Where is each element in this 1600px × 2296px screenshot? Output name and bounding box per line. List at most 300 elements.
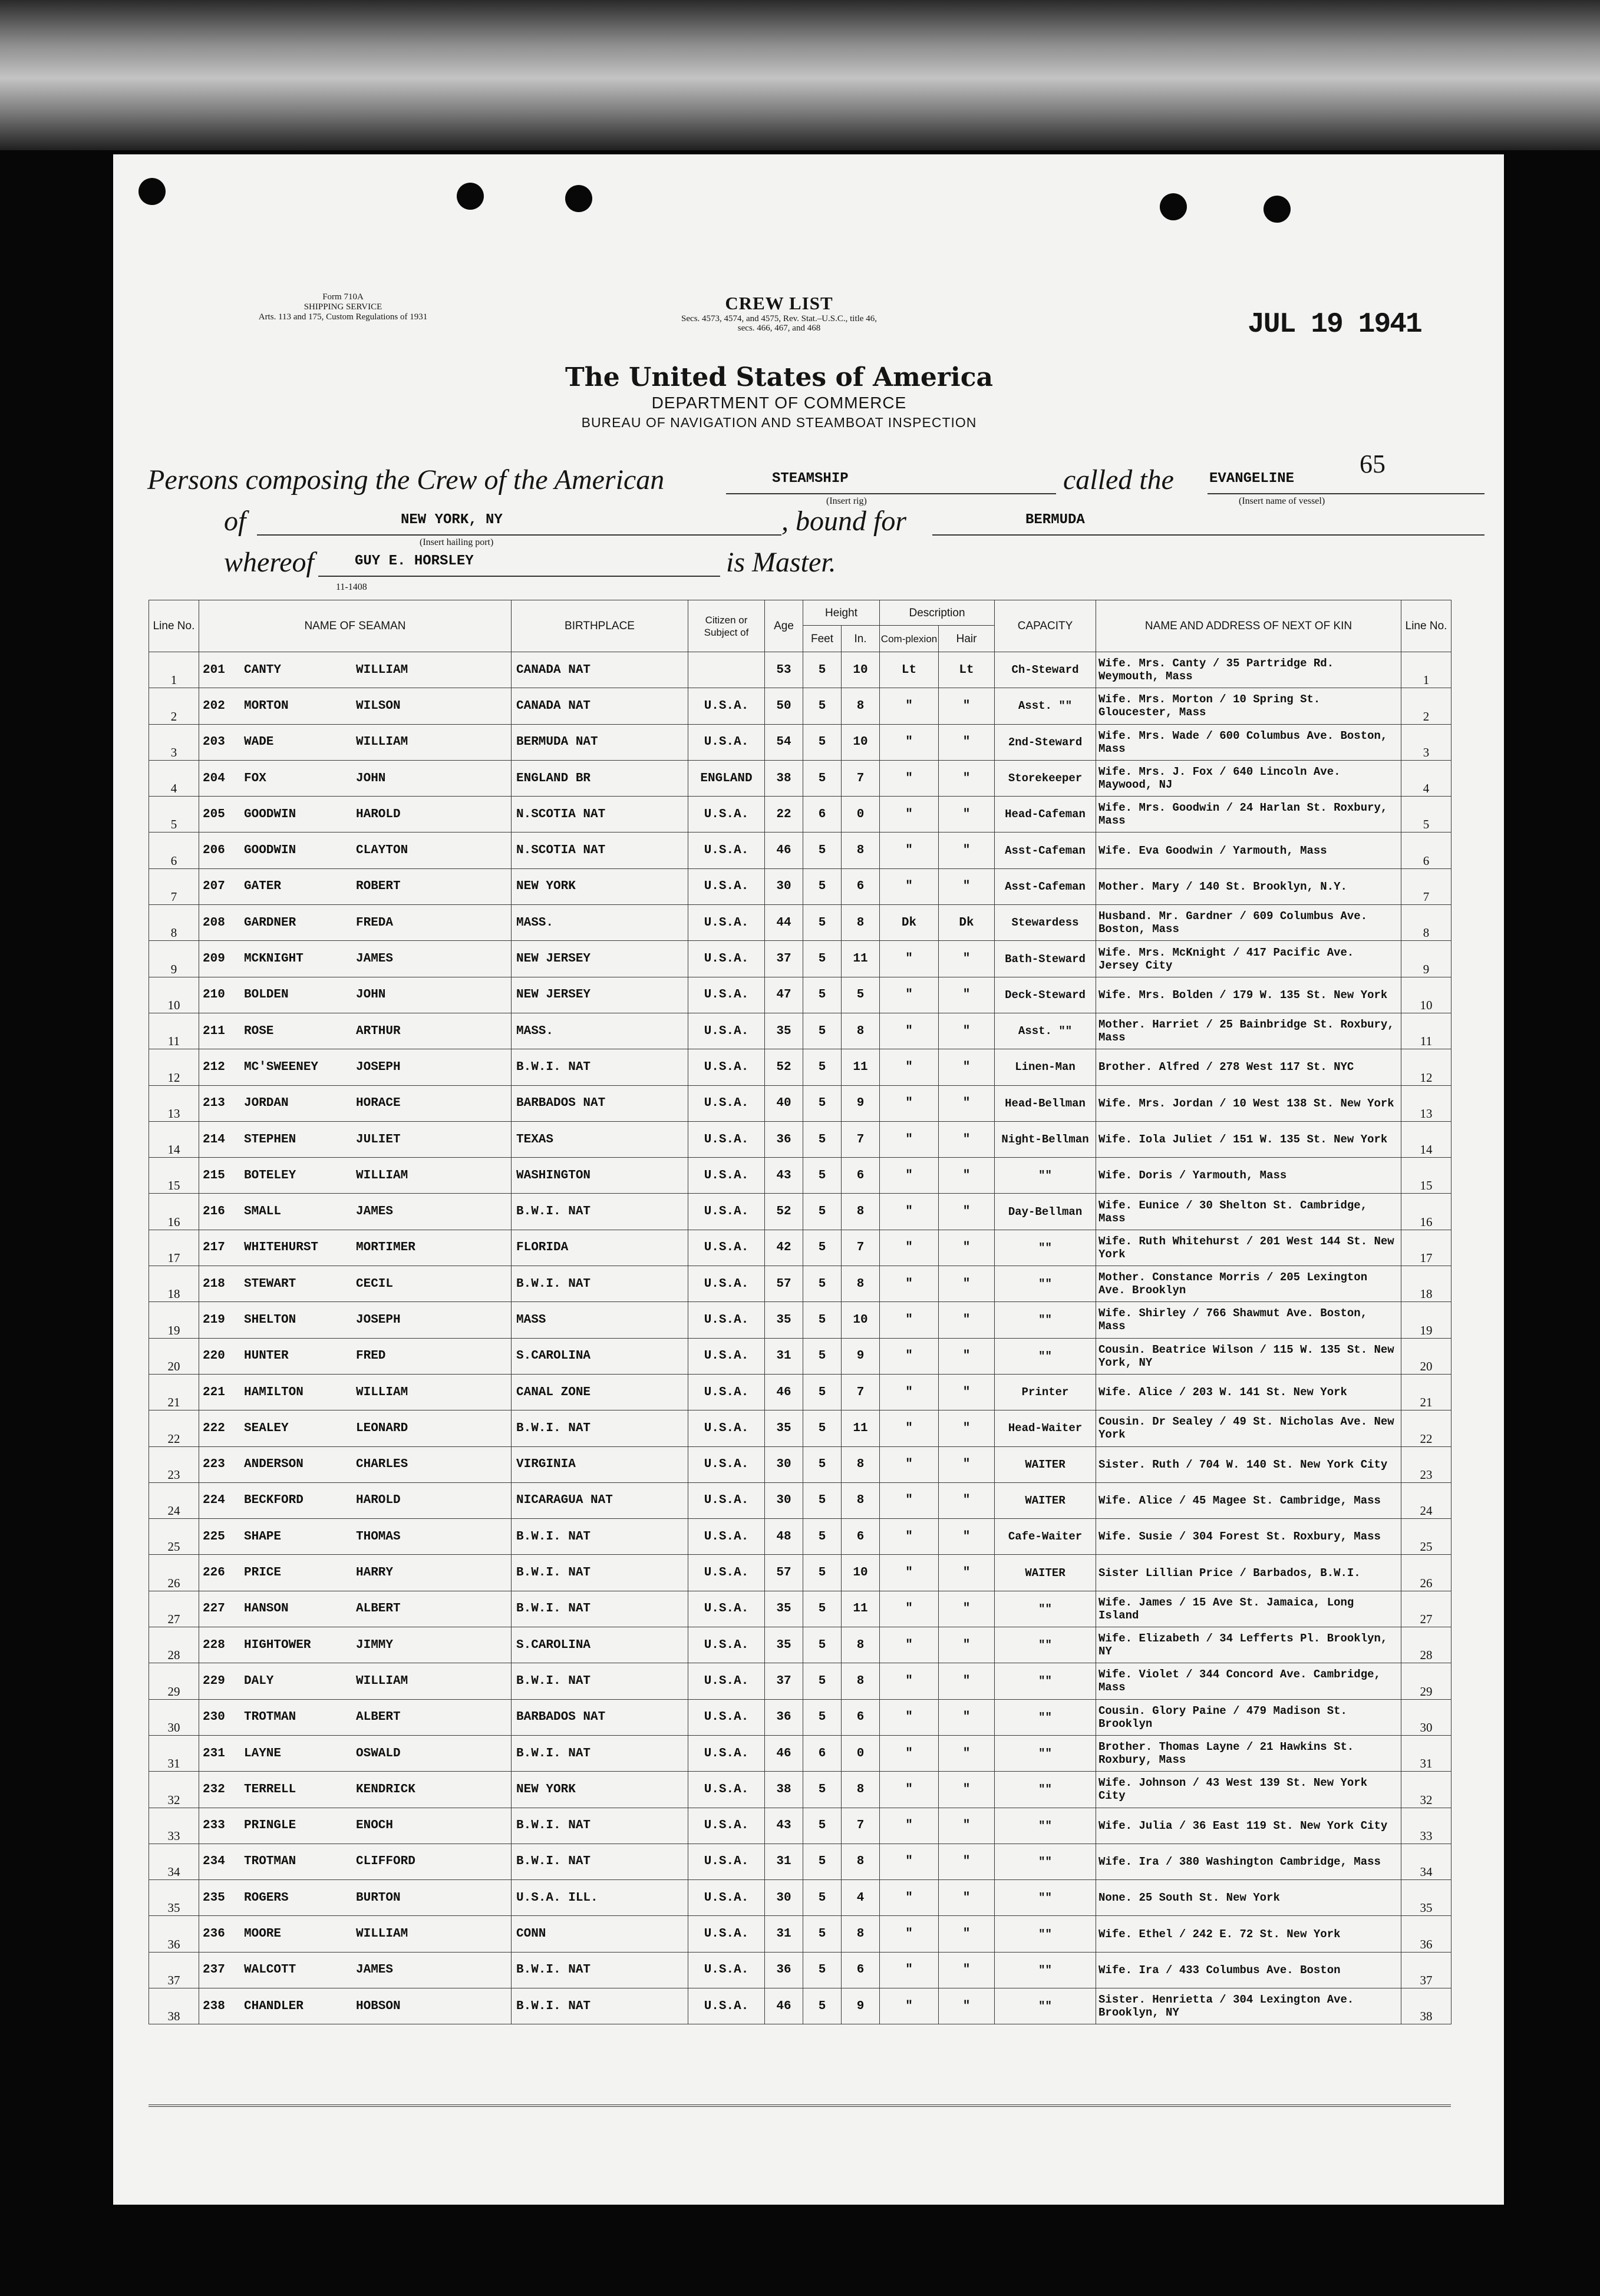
seaman-surname: CHANDLER bbox=[244, 1999, 303, 2013]
age: 31 bbox=[765, 1338, 803, 1374]
complexion: " bbox=[880, 941, 939, 977]
birthplace: B.W.I. NAT bbox=[512, 1049, 688, 1085]
hair: Dk bbox=[939, 905, 995, 941]
capacity: WAITER bbox=[995, 1555, 1096, 1591]
hair: " bbox=[939, 1735, 995, 1771]
capacity: "" bbox=[995, 1699, 1096, 1735]
height-inches: 9 bbox=[842, 1988, 880, 2024]
line-number-right: 35 bbox=[1401, 1880, 1451, 1916]
complexion: " bbox=[880, 1266, 939, 1302]
height-inches: 8 bbox=[842, 1482, 880, 1518]
rig-hint: (Insert rig) bbox=[826, 496, 867, 506]
seaman-surname: JORDAN bbox=[244, 1096, 289, 1111]
line-number: 15 bbox=[149, 1158, 199, 1194]
next-of-kin: Sister. Henrietta / 304 Lexington Ave. Brooklyn, NY bbox=[1096, 1988, 1401, 2024]
line-number: 10 bbox=[149, 977, 199, 1013]
seaman-name bbox=[199, 1988, 512, 2024]
line-number-right: 12 bbox=[1401, 1049, 1451, 1085]
vessel-rig: STEAMSHIP bbox=[772, 471, 849, 487]
next-of-kin: Wife. Mrs. Canty / 35 Partridge Rd. Weymouth, Mass bbox=[1096, 652, 1401, 688]
seaman-surname: CANTY bbox=[244, 663, 282, 677]
citizenship: U.S.A. bbox=[688, 832, 765, 868]
line-number: 36 bbox=[149, 1916, 199, 1952]
capacity: "" bbox=[995, 1808, 1096, 1844]
seaman-name bbox=[199, 905, 512, 941]
line-number-right: 17 bbox=[1401, 1230, 1451, 1266]
crew-number: 221 bbox=[203, 1385, 225, 1399]
seaman-given-name: ENOCH bbox=[356, 1819, 394, 1833]
crew-number: 201 bbox=[203, 663, 225, 677]
table-row bbox=[149, 977, 1451, 1013]
age: 44 bbox=[765, 905, 803, 941]
crew-number: 229 bbox=[203, 1674, 225, 1688]
next-of-kin: Wife. Susie / 304 Forest St. Roxbury, Mass bbox=[1096, 1519, 1401, 1555]
next-of-kin: Wife. James / 15 Ave St. Jamaica, Long Island bbox=[1096, 1591, 1401, 1627]
line-number: 22 bbox=[149, 1410, 199, 1446]
age: 54 bbox=[765, 724, 803, 760]
capacity: Day-Bellman bbox=[995, 1194, 1096, 1230]
citizenship: U.S.A. bbox=[688, 1049, 765, 1085]
col-birthplace: BIRTHPLACE bbox=[512, 600, 688, 652]
table-row bbox=[149, 1266, 1451, 1302]
height-feet: 5 bbox=[803, 1772, 842, 1808]
table-row bbox=[149, 1410, 1451, 1446]
citizenship: U.S.A. bbox=[688, 1627, 765, 1663]
age: 52 bbox=[765, 1194, 803, 1230]
seaman-given-name: CHARLES bbox=[356, 1458, 408, 1472]
capacity: "" bbox=[995, 1591, 1096, 1627]
hair: " bbox=[939, 1591, 995, 1627]
crew-list-heading bbox=[484, 293, 1074, 333]
seaman-given-name: JIMMY bbox=[356, 1638, 394, 1652]
height-inches: 8 bbox=[842, 1266, 880, 1302]
line-number-right: 33 bbox=[1401, 1808, 1451, 1844]
hair: " bbox=[939, 1699, 995, 1735]
seaman-given-name: JOSEPH bbox=[356, 1060, 401, 1074]
line-number-right: 29 bbox=[1401, 1663, 1451, 1699]
height-feet: 5 bbox=[803, 688, 842, 724]
crew-number: 205 bbox=[203, 807, 225, 821]
height-feet: 5 bbox=[803, 1555, 842, 1591]
age: 42 bbox=[765, 1230, 803, 1266]
citizenship: U.S.A. bbox=[688, 1194, 765, 1230]
table-row bbox=[149, 688, 1451, 724]
seaman-surname: GARDNER bbox=[244, 916, 296, 930]
citizenship: U.S.A. bbox=[688, 1844, 765, 1879]
crew-number: 237 bbox=[203, 1963, 225, 1977]
seaman-surname: PRICE bbox=[244, 1566, 282, 1580]
citizenship: U.S.A. bbox=[688, 1121, 765, 1157]
complexion: " bbox=[880, 724, 939, 760]
seaman-name bbox=[199, 797, 512, 832]
next-of-kin: Mother. Harriet / 25 Bainbridge St. Roxbury, Mass bbox=[1096, 1013, 1401, 1049]
seaman-given-name: WILSON bbox=[356, 699, 401, 713]
capacity: "" bbox=[995, 1772, 1096, 1808]
line-number-right: 18 bbox=[1401, 1266, 1451, 1302]
seaman-given-name: FRED bbox=[356, 1349, 386, 1363]
height-inches: 8 bbox=[842, 1446, 880, 1482]
seaman-name bbox=[199, 832, 512, 868]
crew-number: 236 bbox=[203, 1927, 225, 1941]
next-of-kin: Wife. Ethel / 242 E. 72 St. New York bbox=[1096, 1916, 1401, 1952]
seaman-surname: SEALEY bbox=[244, 1421, 289, 1435]
line-number-right: 6 bbox=[1401, 832, 1451, 868]
table-row bbox=[149, 1374, 1451, 1410]
height-inches: 9 bbox=[842, 1085, 880, 1121]
complexion: " bbox=[880, 1049, 939, 1085]
complexion: " bbox=[880, 1988, 939, 2024]
seaman-name bbox=[199, 688, 512, 724]
table-row bbox=[149, 1194, 1451, 1230]
citizenship: U.S.A. bbox=[688, 1158, 765, 1194]
complexion: " bbox=[880, 1952, 939, 1988]
seaman-given-name: HARRY bbox=[356, 1566, 394, 1580]
capacity: "" bbox=[995, 1916, 1096, 1952]
capacity: Printer bbox=[995, 1374, 1096, 1410]
complexion: " bbox=[880, 688, 939, 724]
hair: " bbox=[939, 1916, 995, 1952]
citizenship: U.S.A. bbox=[688, 1988, 765, 2024]
next-of-kin: Wife. Julia / 36 East 119 St. New York City bbox=[1096, 1808, 1401, 1844]
hair: " bbox=[939, 1158, 995, 1194]
capacity: Ch-Steward bbox=[995, 652, 1096, 688]
seaman-given-name: WILLIAM bbox=[356, 1674, 408, 1688]
seaman-surname: LAYNE bbox=[244, 1746, 282, 1760]
birthplace: S.CAROLINA bbox=[512, 1627, 688, 1663]
birthplace: B.W.I. NAT bbox=[512, 1555, 688, 1591]
next-of-kin: Mother. Mary / 140 St. Brooklyn, N.Y. bbox=[1096, 868, 1401, 904]
punch-hole bbox=[457, 183, 484, 210]
line-number-right: 21 bbox=[1401, 1374, 1451, 1410]
age: 53 bbox=[765, 652, 803, 688]
hair: " bbox=[939, 1446, 995, 1482]
seaman-name bbox=[199, 1808, 512, 1844]
hair: " bbox=[939, 1410, 995, 1446]
label-bound: , bound for bbox=[781, 506, 907, 537]
line-number: 7 bbox=[149, 868, 199, 904]
department-heading bbox=[484, 362, 1074, 431]
seaman-given-name: WILLIAM bbox=[356, 1385, 408, 1399]
citizenship: U.S.A. bbox=[688, 1266, 765, 1302]
vessel-hint: (Insert name of vessel) bbox=[1239, 496, 1325, 506]
seaman-surname: WALCOTT bbox=[244, 1963, 296, 1977]
line-number: 20 bbox=[149, 1338, 199, 1374]
birthplace: B.W.I. NAT bbox=[512, 1266, 688, 1302]
next-of-kin: Wife. Eunice / 30 Shelton St. Cambridge, Mass bbox=[1096, 1194, 1401, 1230]
line-number: 3 bbox=[149, 724, 199, 760]
height-inches: 10 bbox=[842, 1555, 880, 1591]
table-row bbox=[149, 1699, 1451, 1735]
seaman-given-name: ALBERT bbox=[356, 1602, 401, 1616]
height-feet: 5 bbox=[803, 1916, 842, 1952]
seaman-given-name: CECIL bbox=[356, 1277, 394, 1291]
line-number-right: 16 bbox=[1401, 1194, 1451, 1230]
crew-number: 212 bbox=[203, 1060, 225, 1074]
citizenship: U.S.A. bbox=[688, 1374, 765, 1410]
col-line-no-right: Line No. bbox=[1401, 600, 1451, 652]
height-feet: 5 bbox=[803, 941, 842, 977]
label-of: of bbox=[224, 506, 246, 537]
citizenship: ENGLAND bbox=[688, 760, 765, 796]
crew-number: 234 bbox=[203, 1855, 225, 1869]
height-inches: 0 bbox=[842, 1735, 880, 1771]
crew-number: 214 bbox=[203, 1132, 225, 1147]
seaman-given-name: THOMAS bbox=[356, 1529, 401, 1544]
crew-number: 228 bbox=[203, 1638, 225, 1652]
height-inches: 6 bbox=[842, 1158, 880, 1194]
label-persons: Persons composing the Crew of the American bbox=[147, 464, 665, 495]
seaman-name bbox=[199, 1591, 512, 1627]
seaman-given-name: JOSEPH bbox=[356, 1313, 401, 1327]
line-number: 6 bbox=[149, 832, 199, 868]
table-row bbox=[149, 1230, 1451, 1266]
capacity: "" bbox=[995, 1844, 1096, 1879]
capacity: Stewardess bbox=[995, 905, 1096, 941]
seaman-name bbox=[199, 1952, 512, 1988]
table-row bbox=[149, 760, 1451, 796]
seaman-given-name: CLIFFORD bbox=[356, 1855, 415, 1869]
age: 36 bbox=[765, 1121, 803, 1157]
seaman-given-name: WILLIAM bbox=[356, 663, 408, 677]
complexion: " bbox=[880, 797, 939, 832]
crew-number: 219 bbox=[203, 1313, 225, 1327]
birthplace: CANADA NAT bbox=[512, 688, 688, 724]
citizenship: U.S.A. bbox=[688, 1446, 765, 1482]
seaman-name bbox=[199, 1230, 512, 1266]
statute-citation-2: secs. 466, 467, and 468 bbox=[737, 323, 821, 333]
complexion: " bbox=[880, 832, 939, 868]
citizenship: U.S.A. bbox=[688, 1699, 765, 1735]
crew-number: 203 bbox=[203, 735, 225, 749]
citizenship: U.S.A. bbox=[688, 688, 765, 724]
hair: " bbox=[939, 1266, 995, 1302]
form-number: Form 710A bbox=[322, 292, 364, 302]
punch-hole bbox=[138, 178, 166, 205]
seaman-name bbox=[199, 1410, 512, 1446]
capacity: "" bbox=[995, 1952, 1096, 1988]
line-number: 23 bbox=[149, 1446, 199, 1482]
seaman-given-name: ARTHUR bbox=[356, 1024, 401, 1038]
hair: " bbox=[939, 941, 995, 977]
citizenship: U.S.A. bbox=[688, 1772, 765, 1808]
capacity: WAITER bbox=[995, 1446, 1096, 1482]
complexion: Lt bbox=[880, 652, 939, 688]
crew-number: 232 bbox=[203, 1782, 225, 1796]
hair: " bbox=[939, 1844, 995, 1879]
age: 35 bbox=[765, 1591, 803, 1627]
seaman-given-name: HORACE bbox=[356, 1096, 401, 1111]
hair: " bbox=[939, 1808, 995, 1844]
hair: " bbox=[939, 724, 995, 760]
seaman-given-name: WILLIAM bbox=[356, 1927, 408, 1941]
crew-number: 204 bbox=[203, 771, 225, 785]
seaman-name bbox=[199, 1916, 512, 1952]
crew-number: 216 bbox=[203, 1205, 225, 1219]
seaman-name bbox=[199, 941, 512, 977]
seaman-name bbox=[199, 1374, 512, 1410]
hair: " bbox=[939, 797, 995, 832]
next-of-kin: Wife. Mrs. McKnight / 417 Pacific Ave. Jersey City bbox=[1096, 941, 1401, 977]
age: 47 bbox=[765, 977, 803, 1013]
height-feet: 5 bbox=[803, 868, 842, 904]
complexion: " bbox=[880, 1121, 939, 1157]
hair: " bbox=[939, 977, 995, 1013]
height-feet: 5 bbox=[803, 1085, 842, 1121]
seaman-name bbox=[199, 1735, 512, 1771]
age: 22 bbox=[765, 797, 803, 832]
birthplace: ENGLAND BR bbox=[512, 760, 688, 796]
vessel-name: EVANGELINE bbox=[1209, 471, 1295, 487]
table-row bbox=[149, 1013, 1451, 1049]
line-number-right: 24 bbox=[1401, 1482, 1451, 1518]
capacity: 2nd-Steward bbox=[995, 724, 1096, 760]
age: 46 bbox=[765, 1374, 803, 1410]
complexion: " bbox=[880, 1772, 939, 1808]
seaman-surname: STEPHEN bbox=[244, 1132, 296, 1147]
height-feet: 5 bbox=[803, 1013, 842, 1049]
seaman-given-name: JAMES bbox=[356, 1963, 394, 1977]
line-number: 29 bbox=[149, 1663, 199, 1699]
hailing-port: NEW YORK, NY bbox=[401, 512, 503, 528]
seaman-surname: ROGERS bbox=[244, 1891, 289, 1905]
height-inches: 7 bbox=[842, 760, 880, 796]
height-feet: 5 bbox=[803, 1808, 842, 1844]
seaman-name bbox=[199, 1338, 512, 1374]
hair: " bbox=[939, 1952, 995, 1988]
height-inches: 10 bbox=[842, 724, 880, 760]
crew-number: 202 bbox=[203, 699, 225, 713]
birthplace: U.S.A. ILL. bbox=[512, 1880, 688, 1916]
rig-line bbox=[726, 493, 1056, 494]
crew-number: 224 bbox=[203, 1494, 225, 1508]
line-number: 2 bbox=[149, 688, 199, 724]
crew-number: 210 bbox=[203, 988, 225, 1002]
complexion: " bbox=[880, 1880, 939, 1916]
age: 37 bbox=[765, 941, 803, 977]
seaman-surname: BOTELEY bbox=[244, 1168, 296, 1182]
label-master: is Master. bbox=[726, 547, 836, 578]
seaman-surname: STEWART bbox=[244, 1277, 296, 1291]
hair: " bbox=[939, 760, 995, 796]
citizenship: U.S.A. bbox=[688, 1591, 765, 1627]
birthplace: B.W.I. NAT bbox=[512, 1663, 688, 1699]
age: 36 bbox=[765, 1952, 803, 1988]
line-number: 34 bbox=[149, 1844, 199, 1879]
seaman-name bbox=[199, 1880, 512, 1916]
height-feet: 5 bbox=[803, 1880, 842, 1916]
table-row bbox=[149, 1916, 1451, 1952]
punch-hole bbox=[565, 185, 592, 212]
complexion: " bbox=[880, 1663, 939, 1699]
capacity: Head-Waiter bbox=[995, 1410, 1096, 1446]
age: 43 bbox=[765, 1158, 803, 1194]
capacity: "" bbox=[995, 1302, 1096, 1338]
seaman-given-name: FREDA bbox=[356, 916, 394, 930]
table-row bbox=[149, 832, 1451, 868]
line-number: 33 bbox=[149, 1808, 199, 1844]
table-row bbox=[149, 1988, 1451, 2024]
height-inches: 8 bbox=[842, 1194, 880, 1230]
crew-number: 209 bbox=[203, 952, 225, 966]
hair: " bbox=[939, 1555, 995, 1591]
line-number: 8 bbox=[149, 905, 199, 941]
crew-number: 225 bbox=[203, 1529, 225, 1544]
next-of-kin: Wife. Mrs. Bolden / 179 W. 135 St. New York bbox=[1096, 977, 1401, 1013]
citizenship: U.S.A. bbox=[688, 1410, 765, 1446]
line-number-right: 38 bbox=[1401, 1988, 1451, 2024]
capacity: Asst. "" bbox=[995, 688, 1096, 724]
seaman-surname: BOLDEN bbox=[244, 988, 289, 1002]
next-of-kin: Brother. Thomas Layne / 21 Hawkins St. Roxbury, Mass bbox=[1096, 1735, 1401, 1771]
next-of-kin: Wife. Eva Goodwin / Yarmouth, Mass bbox=[1096, 832, 1401, 868]
seaman-given-name: OSWALD bbox=[356, 1746, 401, 1760]
hair: " bbox=[939, 868, 995, 904]
complexion: " bbox=[880, 1338, 939, 1374]
line-number-right: 3 bbox=[1401, 724, 1451, 760]
height-feet: 6 bbox=[803, 1735, 842, 1771]
seaman-surname: HUNTER bbox=[244, 1349, 289, 1363]
seaman-name bbox=[199, 1266, 512, 1302]
punch-hole bbox=[1160, 193, 1187, 220]
seaman-name bbox=[199, 1519, 512, 1555]
citizenship: U.S.A. bbox=[688, 941, 765, 977]
line-number-right: 13 bbox=[1401, 1085, 1451, 1121]
birthplace: N.SCOTIA NAT bbox=[512, 797, 688, 832]
complexion: " bbox=[880, 1555, 939, 1591]
birthplace: NEW YORK bbox=[512, 868, 688, 904]
capacity: Linen-Man bbox=[995, 1049, 1096, 1085]
hair: " bbox=[939, 1230, 995, 1266]
seaman-name bbox=[199, 724, 512, 760]
hair: " bbox=[939, 1519, 995, 1555]
crew-number: 217 bbox=[203, 1241, 225, 1255]
height-inches: 6 bbox=[842, 1699, 880, 1735]
line-number: 37 bbox=[149, 1952, 199, 1988]
next-of-kin: Sister. Ruth / 704 W. 140 St. New York City bbox=[1096, 1446, 1401, 1482]
complexion: " bbox=[880, 1302, 939, 1338]
country-name: The United States of America bbox=[565, 362, 994, 392]
height-inches: 7 bbox=[842, 1230, 880, 1266]
col-description: Description bbox=[880, 600, 995, 626]
next-of-kin: Wife. Shirley / 766 Shawmut Ave. Boston, Mass bbox=[1096, 1302, 1401, 1338]
line-number-right: 27 bbox=[1401, 1591, 1451, 1627]
next-of-kin: Husband. Mr. Gardner / 609 Columbus Ave. Boston, Mass bbox=[1096, 905, 1401, 941]
crew-number: 233 bbox=[203, 1819, 225, 1833]
hair: " bbox=[939, 688, 995, 724]
height-inches: 10 bbox=[842, 652, 880, 688]
crew-number: 206 bbox=[203, 844, 225, 858]
table-row bbox=[149, 1808, 1451, 1844]
crew-number: 211 bbox=[203, 1024, 225, 1038]
crew-table bbox=[149, 600, 1451, 2024]
line-number: 12 bbox=[149, 1049, 199, 1085]
birthplace: B.W.I. NAT bbox=[512, 1591, 688, 1627]
capacity: Cafe-Waiter bbox=[995, 1519, 1096, 1555]
next-of-kin: Wife. Mrs. Wade / 600 Columbus Ave. Boston, Mass bbox=[1096, 724, 1401, 760]
birthplace: B.W.I. NAT bbox=[512, 1735, 688, 1771]
seaman-name bbox=[199, 1663, 512, 1699]
seaman-surname: BECKFORD bbox=[244, 1494, 303, 1508]
age: 46 bbox=[765, 1988, 803, 2024]
age: 31 bbox=[765, 1916, 803, 1952]
line-number-right: 32 bbox=[1401, 1772, 1451, 1808]
next-of-kin: Wife. Doris / Yarmouth, Mass bbox=[1096, 1158, 1401, 1194]
statute-citation: Secs. 4573, 4574, and 4575, Rev. Stat.–U.S.C., title 46, bbox=[681, 314, 877, 323]
citizenship: U.S.A. bbox=[688, 977, 765, 1013]
line-number: 32 bbox=[149, 1772, 199, 1808]
capacity: "" bbox=[995, 1338, 1096, 1374]
seaman-name bbox=[199, 977, 512, 1013]
